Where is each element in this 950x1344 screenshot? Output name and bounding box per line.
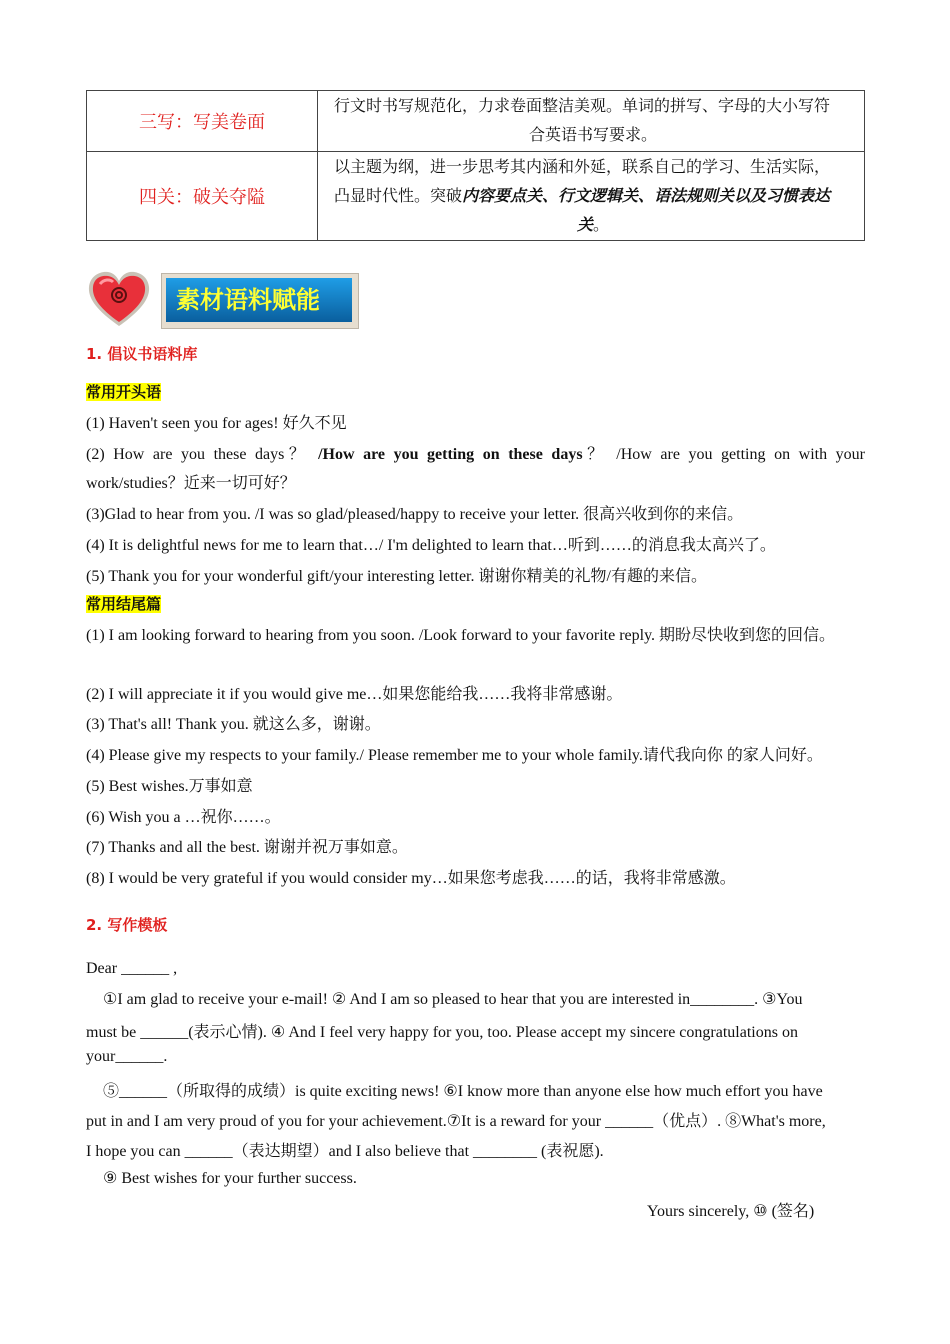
table-row — [87, 91, 865, 152]
section-title: 2. 写作模板 — [86, 916, 168, 934]
plain-text: ？ /How are you getting on with your — [582, 446, 865, 463]
banner-box — [161, 273, 359, 329]
row-label: 四关：破关夺隘 — [87, 152, 318, 241]
row-label: 三写：写美卷面 — [87, 91, 318, 152]
template-line: I hope you can ______（表达期望）and I also believe that ________ (表祝愿). — [86, 1143, 604, 1160]
template-line: must be ______(表示心情). ④ And I feel very happy for you, too. Please accept my sincere congratulations on — [86, 1024, 798, 1041]
template-line: ①I am glad to receive your e-mail! ② And I am so pleased to hear that you are interested in________. ③You — [103, 991, 803, 1008]
template-line: ⑤______（所取得的成绩）is quite exciting news! ⑥I know more than anyone else how much effort you have — [103, 1083, 823, 1100]
subheading-wrap — [86, 381, 161, 402]
list-item: (3) That's all! Thank you. 就这么多，谢谢。 — [86, 716, 381, 733]
template-line: Dear ______ , — [86, 960, 178, 977]
list-item: (7) Thanks and all the best. 谢谢并祝万事如意。 — [86, 839, 408, 856]
list-item: (4) Please give my respects to your family./ Please remember me to your whole family.请代我向你 的家人问好。 — [86, 747, 823, 764]
bold-text: /How are you getting on these days — [318, 446, 583, 463]
plain-text: 。 — [593, 216, 610, 234]
row-text — [318, 91, 865, 152]
row-text-line: 行文时书写规范化，力求卷面整洁美观。单词的拼写、字母的大小写符 — [334, 98, 831, 115]
row-text — [318, 152, 865, 241]
list-item: (1) Haven't seen you for ages! 好久不见 — [86, 415, 347, 432]
emphasis-text: 内容要点关、行文逻辑关、语法规则关以及习惯表达 — [462, 187, 831, 205]
plain-text: 凸显时代性。突破 — [334, 187, 463, 205]
subheading: 常用结尾篇 — [86, 595, 162, 613]
list-item: (2) I will appreciate it if you would give me…如果您能给我……我将非常感谢。 — [86, 686, 623, 703]
section-title: 1. 倡议书语料库 — [86, 345, 198, 363]
list-item: (8) I would be very grateful if you would consider my…如果您考虑我……的话，我将非常感激。 — [86, 870, 736, 887]
tips-table-wrap — [86, 90, 865, 241]
table-row — [87, 152, 865, 241]
template-line: put in and I am very proud of you for your achievement.⑦It is a reward for your ______（优点）. ⑧What's more, — [86, 1113, 826, 1130]
list-item: (5) Best wishes.万事如意 — [86, 778, 253, 795]
signature-line: Yours sincerely, ⑩ (签名) — [647, 1203, 815, 1220]
list-item: (6) Wish you a …祝你……。 — [86, 809, 281, 826]
emphasis-text: 关 — [576, 216, 593, 234]
list-item: (5) Thank you for your wonderful gift/your interesting letter. 谢谢你精美的礼物/有趣的来信。 — [86, 568, 707, 585]
banner-title: 素材语料赋能 — [166, 278, 352, 322]
subheading-wrap — [86, 593, 161, 614]
row-text-line — [334, 182, 852, 211]
row-text-line — [334, 211, 852, 240]
tips-table — [86, 90, 865, 241]
subheading: 常用开头语 — [86, 383, 162, 401]
row-text-line: 合英语书写要求。 — [528, 127, 657, 144]
section-banner — [86, 270, 376, 332]
template-line: your______. — [86, 1048, 168, 1065]
list-item-continued: work/studies？近来一切可好？ — [86, 475, 296, 492]
list-item: (4) It is delightful news for me to learn that…/ I'm delighted to learn that…听到……的消息我太高兴了。 — [86, 537, 776, 554]
list-item: (3)Glad to hear from you. /I was so glad/pleased/happy to receive your letter. 很高兴收到你的来信。 — [86, 506, 744, 523]
plain-text: (2) How are you these days？ — [86, 446, 310, 463]
list-item: (1) I am looking forward to hearing from you soon. /Look forward to your favorite reply. 期盼尽快收到您的回信。 — [86, 627, 836, 644]
heart-icon — [86, 270, 152, 330]
template-line: ⑨ Best wishes for your further success. — [103, 1170, 357, 1187]
row-text-line: 以主题为纲，进一步思考其内涵和外延，联系自己的学习、生活实际， — [334, 158, 831, 176]
list-item — [86, 441, 865, 464]
